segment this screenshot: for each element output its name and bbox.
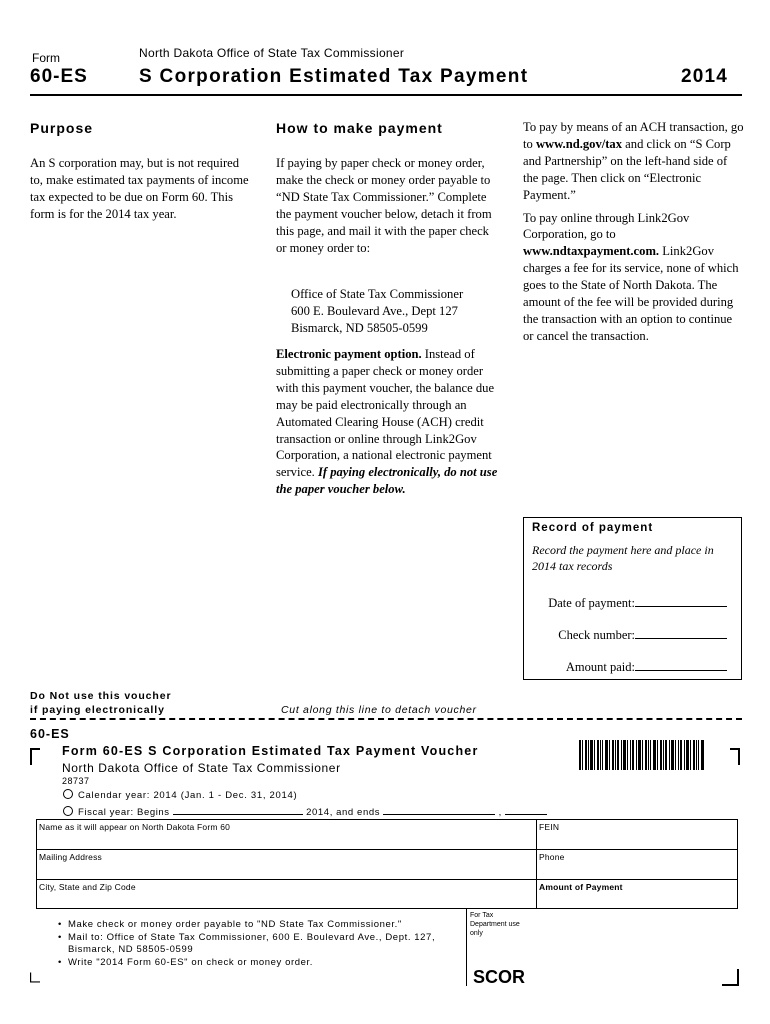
fein-field[interactable]: FEIN (539, 822, 560, 832)
purpose-heading: Purpose (30, 120, 94, 136)
how-to-pay-heading: How to make payment (276, 120, 443, 136)
form-code: 28737 (62, 776, 90, 786)
purpose-text: An S corporation may, but is not required to, make estimated tax payments of income tax expected to be due on Form 60. This form is for the 2014 tax year. (30, 156, 249, 221)
ach-paragraph: To pay by means of an ACH transaction, go to www.nd.gov/tax and click on “S Corp and Partnership” on the left-hand side of the page. Then click on “Electronic Payment.” (523, 120, 744, 202)
corner-mark-bottom-left (30, 969, 40, 986)
link2gov-paragraph: To pay online through Link2Gov Corporation, go to www.ndtaxpayment.com. Link2Gov charges a fee for its service, none of which goes to the State of North Dakota. The amount of the fee will be provided during the transaction with an option to continue or cancel the transaction. (523, 210, 739, 343)
fiscal-begin-input[interactable] (173, 805, 303, 815)
name-field[interactable]: Name as it will appear on North Dakota Form 60 (39, 822, 231, 832)
fiscal-end-input[interactable] (383, 805, 495, 815)
electronic-payment-text (276, 346, 498, 498)
amount-of-payment-field[interactable]: Amount of Payment (539, 882, 623, 892)
electronic-payment-heading: Electronic payment option. (276, 347, 422, 361)
calendar-year-option[interactable]: Calendar year: 2014 (Jan. 1 - Dec. 31, 2014) (63, 789, 297, 801)
voucher-entry-grid (36, 819, 738, 909)
date-of-payment-field[interactable]: Date of payment: (548, 594, 727, 611)
tax-year: 2014 (681, 66, 729, 87)
header-divider (30, 94, 742, 96)
record-title: Record of payment (532, 522, 654, 534)
scor-code: SCOR (473, 967, 526, 987)
corner-mark-top-right (730, 748, 740, 765)
corner-mark-bottom-right (722, 969, 739, 986)
list-item: • Mail to: Office of State Tax Commissioner, 600 E. Boulevard Ave., Dept. 127, Bismarck, ND 58505-0599 (60, 932, 455, 957)
fiscal-year-option[interactable]: Fiscal year: Begins 2014, and ends , (63, 805, 547, 818)
online-payment-info (523, 119, 745, 345)
agency-name: North Dakota Office of State Tax Commissioner (139, 46, 405, 60)
dept-use-divider (466, 909, 467, 986)
calendar-year-radio[interactable] (63, 789, 73, 799)
voucher-instructions (60, 919, 455, 969)
record-instruction: Record the payment here and place in 2014 tax records (532, 543, 714, 573)
mailing-address-block (291, 286, 463, 337)
record-of-payment-box (523, 517, 742, 680)
list-item: • Make check or money order payable to "ND State Tax Commissioner." (60, 919, 455, 932)
ndtaxpayment-link[interactable]: www.ndtaxpayment.com. (523, 244, 660, 259)
voucher-agency: North Dakota Office of State Tax Commissioner (62, 761, 341, 775)
page-title: S Corporation Estimated Tax Payment (139, 66, 529, 87)
amount-paid-field[interactable]: Amount paid: (566, 658, 727, 675)
form-label: Form (32, 51, 60, 65)
cut-instruction: Cut along this line to detach voucher (281, 704, 477, 716)
check-payment-text: If paying by paper check or money order, make the check or money order payable to “ND State Tax Commissioner.” Complete the payment voucher below, detach it from this page, and mail it with the paper check or money order to: (276, 156, 492, 255)
electronic-warning: If paying electronically, do not use the paper voucher below. (276, 465, 498, 497)
do-not-use-warning: Do Not use this voucher if paying electronically (30, 690, 172, 716)
nd-tax-link[interactable]: www.nd.gov/tax (535, 136, 623, 151)
voucher-form-number: 60-ES (30, 727, 70, 741)
voucher-title: Form 60-ES S Corporation Estimated Tax Payment Voucher (62, 744, 479, 758)
address-line: 600 E. Boulevard Ave., Dept 127 (291, 303, 458, 318)
barcode (579, 740, 704, 770)
form-number: 60-ES (30, 66, 88, 87)
city-state-zip-field[interactable]: City, State and Zip Code (39, 882, 136, 892)
list-item: • Write "2014 Form 60-ES" on check or money order. (60, 957, 455, 970)
fiscal-end-year-input[interactable] (505, 805, 547, 815)
check-number-field[interactable]: Check number: (558, 626, 727, 643)
mailing-address-field[interactable]: Mailing Address (39, 852, 103, 862)
address-line: Bismarck, ND 58505-0599 (291, 320, 428, 335)
address-line: Office of State Tax Commissioner (291, 287, 464, 301)
dept-use-label: For Tax Department use only (470, 912, 520, 937)
phone-field[interactable]: Phone (539, 852, 565, 862)
electronic-payment-body: Instead of submitting a paper check or money order with this payment voucher, the balance due may be paid electronically through an Automated Clearing House (ACH) credit transaction or online through Link2Gov Corporation, a national electronic payment service. (276, 347, 495, 480)
cut-line (30, 718, 742, 720)
corner-mark-top-left (30, 748, 40, 765)
fiscal-year-radio[interactable] (63, 806, 73, 816)
